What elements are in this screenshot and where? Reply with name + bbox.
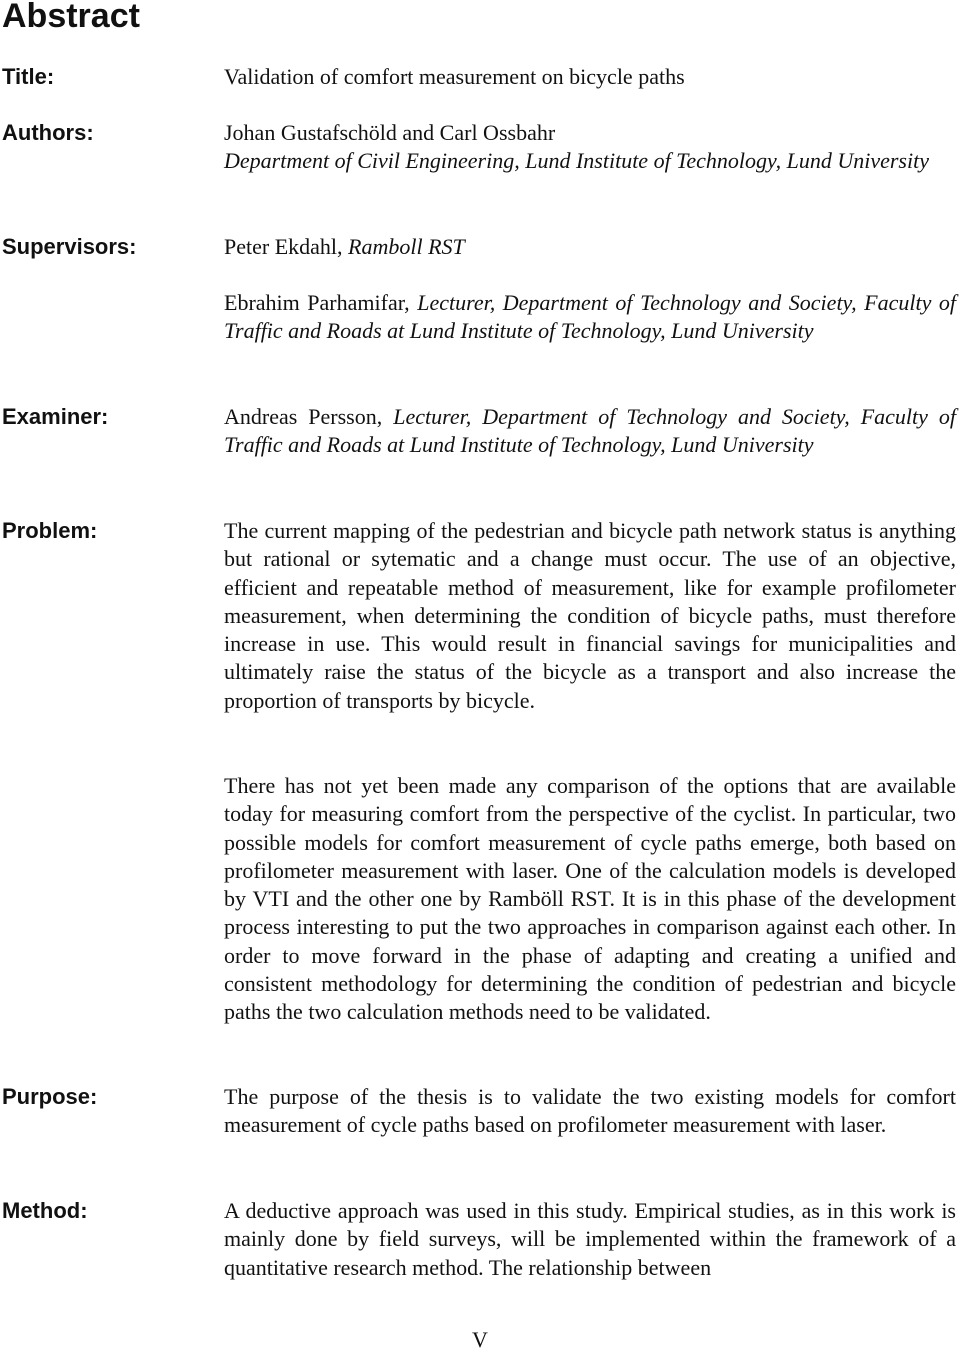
supervisor-second-name: Ebrahim Parhamifar, [224, 290, 410, 315]
purpose-content [224, 1083, 956, 1140]
supervisor-first [224, 233, 956, 261]
authors-label: Authors: [2, 120, 94, 145]
page-number: V [472, 1327, 488, 1352]
problem-content [224, 517, 956, 715]
purpose-label: Purpose: [2, 1084, 98, 1109]
examiner-content [224, 403, 956, 460]
purpose-text: The purpose of the thesis is to validate the two existing models for comfort measurement of cycle paths based on profilometer measurement with laser. [224, 1084, 956, 1138]
examiner-affiliation: Lecturer, Department of Technology and Society, Faculty of Traffic and Roads at Lund Institute of Technology, Lund University [224, 404, 956, 458]
problem-content-2 [224, 772, 956, 1027]
method-content [224, 1197, 956, 1282]
supervisors-label: Supervisors: [2, 234, 137, 259]
title-label: Title: [2, 64, 55, 89]
page-heading: Abstract [2, 0, 140, 35]
examiner-label: Examiner: [2, 404, 109, 429]
author-affiliation: Department of Civil Engineering, Lund Institute of Technology, Lund University [224, 148, 929, 174]
method-label: Method: [2, 1198, 88, 1223]
title-content [224, 63, 956, 91]
method-text: A deductive approach was used in this study. Empirical studies, as in this work is mainly done by field surveys, will be implemented within the framework of a quantitative research method. The relationship between [224, 1198, 956, 1280]
supervisor-second-affiliation: Lecturer, Department of Technology and Society, Faculty of Traffic and Roads at Lund Institute of Technology, Lund University [224, 290, 957, 344]
supervisor-first-name: Peter Ekdahl, [224, 234, 343, 259]
author-names: Johan Gustafschöld and Carl Ossbahr [224, 120, 556, 145]
problem-paragraph-2: There has not yet been made any comparison of the options that are available today for measuring comfort from the perspective of the cyclist. In particular, two possible models for comfort measurement of cycle paths emerge, both based on profilometer measurement with laser. One of the calculation models is developed by VTI and the other one by Ramböll RST. It is in this phase of the development process interesting to put the two approaches in comparison against each other. In order to move forward in the phase of adapting and creating a unified and consistent methodology for determining the condition of pedestrian and bicycle paths the two calculation methods need to be validated. [224, 773, 956, 1025]
supervisor-first-affiliation: Ramboll RST [348, 234, 465, 259]
problem-paragraph-1: The current mapping of the pedestrian and bicycle path network status is anything but rational or sytematic and a change must occur. The use of an objective, efficient and repeatable method of measurement, like for example profilometer measurement, when determining the condition of bicycle paths, must therefore increase in use. This would result in financial savings for municipalities and ultimately raise the status of the bicycle as a transport and also increase the proportion of transports by bicycle. [224, 518, 956, 713]
examiner-name: Andreas Persson, [224, 404, 383, 429]
authors-content [224, 119, 956, 176]
thesis-title: Validation of comfort measurement on bicycle paths [224, 64, 685, 89]
problem-label: Problem: [2, 518, 98, 543]
supervisor-second [224, 289, 956, 346]
